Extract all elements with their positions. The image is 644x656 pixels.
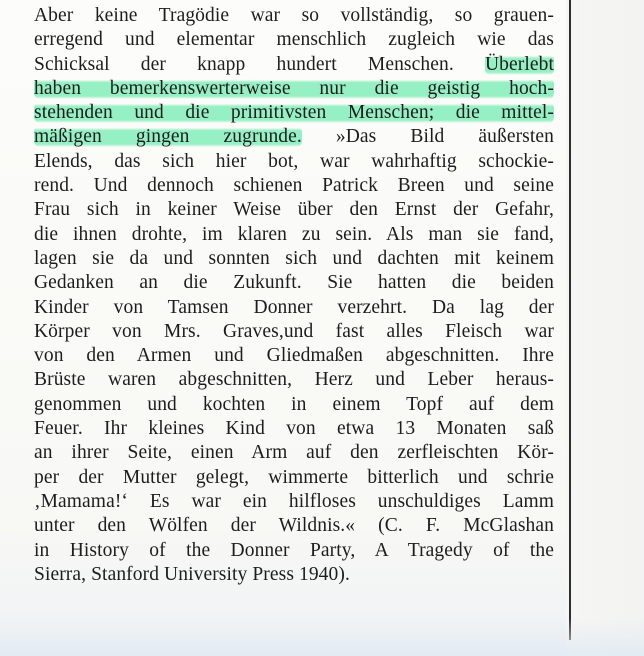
text-line: Brüste waren abgeschnitten, Herz und Leber heraus-	[34, 369, 554, 391]
text-line: an ihrer Seite, einen Arm auf den zerfleischten Kör-	[34, 442, 554, 464]
text-line	[34, 53, 554, 77]
highlighted-text: stehenden und die primitivsten Menschen; die mittel-	[34, 102, 554, 124]
text-fragment: Schicksal der knapp hundert Menschen.	[34, 53, 485, 75]
text-line: Feuer. Ihr kleines Kind von etwa 13 Monaten saß	[34, 418, 554, 440]
highlighted-text: Überlebt	[484, 53, 554, 75]
text-line: Elends, das sich hier bot, war wahrhaftig schockie-	[34, 150, 554, 172]
text-line: unter den Wölfen der Wildnis.« (C. F. McGlashan	[34, 515, 554, 537]
body-text	[34, 4, 554, 587]
text-line: genommen und kochten in einem Topf auf dem	[34, 393, 554, 415]
text-line: Sierra, Stanford University Press 1940).	[34, 563, 350, 585]
text-fragment: »Das Bild äußersten	[301, 126, 554, 148]
text-line	[34, 125, 554, 149]
text-line: Aber keine Tragödie war so vollständig, so grauen-	[34, 5, 554, 26]
text-line: lagen sie da und sonnten sich und dachten mit keinem	[34, 247, 554, 269]
text-line	[34, 77, 554, 101]
text-line: Kinder von Tamsen Donner verzehrt. Da lag der	[34, 296, 554, 318]
text-line: rend. Und dennoch schienen Patrick Breen und seine	[34, 175, 554, 197]
text-line: Körper von Mrs. Graves,und fast alles Fleisch war	[34, 320, 554, 342]
text-line: in History of the Donner Party, A Tragedy of the	[34, 539, 554, 561]
text-line: von den Armen und Gliedmaßen abgeschnitten. Ihre	[34, 345, 554, 367]
text-line: ‚Mamama!‘ Es war ein hilfloses unschuldiges Lamm	[34, 490, 554, 512]
text-line	[34, 101, 554, 125]
text-line: erregend und elementar menschlich zugleich wie das	[34, 29, 554, 51]
text-line: per der Mutter gelegt, wimmerte bitterlich und schrie	[34, 466, 554, 488]
text-line: Gedanken an die Zukunft. Sie hatten die beiden	[34, 272, 554, 294]
highlighted-text: haben bemerkenswerterweise nur die geistig hoch-	[34, 77, 554, 99]
page-bottom-shadow	[0, 618, 644, 656]
text-line: die ihnen drohte, im klaren zu sein. Als man sie fand,	[34, 223, 554, 245]
margin-rule	[569, 0, 571, 640]
page-margin	[566, 0, 644, 656]
highlighted-text: mäßigen gingen zugrunde.	[34, 126, 302, 148]
text-line: Frau sich in keiner Weise über den Ernst der Gefahr,	[34, 199, 554, 221]
